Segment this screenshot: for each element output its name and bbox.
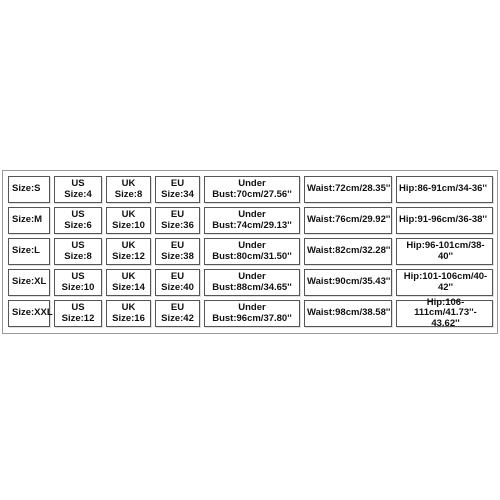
waist-cell: Waist:90cm/35.43'' bbox=[304, 269, 392, 296]
eu-size-cell: EU Size:42 bbox=[155, 300, 200, 327]
hip-cell: Hip:106-111cm/41.73''- 43.62'' bbox=[396, 300, 493, 327]
eu-size-cell: EU Size:40 bbox=[155, 269, 200, 296]
uk-size-cell: UK Size:12 bbox=[106, 238, 151, 265]
eu-size-cell: EU Size:34 bbox=[155, 176, 200, 203]
us-size-cell: US Size:10 bbox=[54, 269, 102, 296]
waist-cell: Waist:98cm/38.58'' bbox=[304, 300, 392, 327]
hip-cell: Hip:91-96cm/36-38'' bbox=[396, 207, 493, 234]
hip-cell: Hip:86-91cm/34-36'' bbox=[396, 176, 493, 203]
size-cell: Size:L bbox=[8, 238, 50, 265]
uk-size-cell: UK Size:8 bbox=[106, 176, 151, 203]
uk-size-cell: UK Size:10 bbox=[106, 207, 151, 234]
uk-size-cell: UK Size:16 bbox=[106, 300, 151, 327]
us-size-cell: US Size:4 bbox=[54, 176, 102, 203]
us-size-cell: US Size:6 bbox=[54, 207, 102, 234]
size-cell: Size:S bbox=[8, 176, 50, 203]
hip-cell: Hip:101-106cm/40-42'' bbox=[396, 269, 493, 296]
uk-size-cell: UK Size:14 bbox=[106, 269, 151, 296]
under-bust-cell: Under Bust:96cm/37.80'' bbox=[204, 300, 300, 327]
size-cell: Size:M bbox=[8, 207, 50, 234]
under-bust-cell: Under Bust:80cm/31.50'' bbox=[204, 238, 300, 265]
under-bust-cell: Under Bust:74cm/29.13'' bbox=[204, 207, 300, 234]
under-bust-cell: Under Bust:70cm/27.56'' bbox=[204, 176, 300, 203]
size-cell: Size:XXL bbox=[8, 300, 50, 327]
hip-cell: Hip:96-101cm/38-40'' bbox=[396, 238, 493, 265]
us-size-cell: US Size:8 bbox=[54, 238, 102, 265]
size-cell: Size:XL bbox=[8, 269, 50, 296]
size-chart-table bbox=[2, 170, 498, 334]
eu-size-cell: EU Size:36 bbox=[155, 207, 200, 234]
waist-cell: Waist:76cm/29.92'' bbox=[304, 207, 392, 234]
waist-cell: Waist:72cm/28.35'' bbox=[304, 176, 392, 203]
under-bust-cell: Under Bust:88cm/34.65'' bbox=[204, 269, 300, 296]
waist-cell: Waist:82cm/32.28'' bbox=[304, 238, 392, 265]
us-size-cell: US Size:12 bbox=[54, 300, 102, 327]
eu-size-cell: EU Size:38 bbox=[155, 238, 200, 265]
